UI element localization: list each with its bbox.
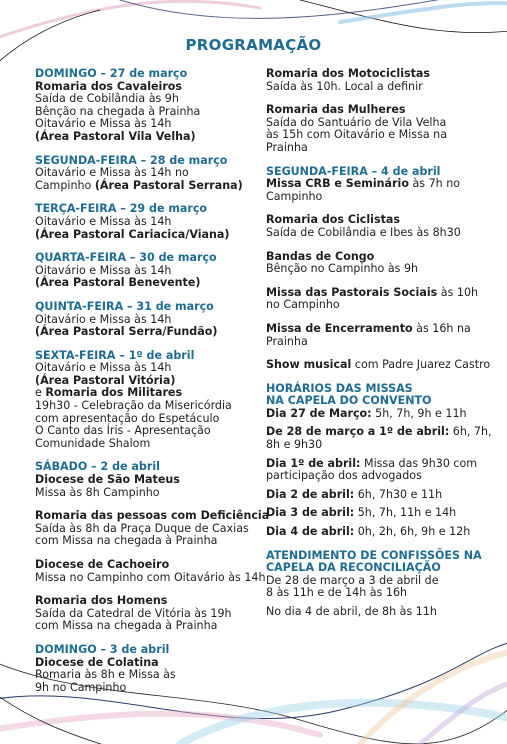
schedule-block xyxy=(266,251,476,276)
schedule-line: Saída às 8h da Praça Duque de Caxias xyxy=(35,521,249,535)
text-run: Missa das 9h30 com xyxy=(360,456,478,470)
schedule-line: Saída de Cobilândia às 9h xyxy=(35,92,179,106)
schedule-line: (Área Pastoral Vila Velha) xyxy=(35,129,196,143)
schedule-line: no Campinho xyxy=(266,298,340,312)
schedule-line: Diocese de Cachoeiro xyxy=(35,558,170,571)
section-heading: NA CAPELA DO CONVENTO xyxy=(266,394,432,408)
schedule-block xyxy=(35,644,257,694)
schedule-line: com apresentação do Espetáculo xyxy=(35,411,220,425)
schedule-block xyxy=(35,155,257,193)
text-run: Missa de Encerramento xyxy=(266,321,413,335)
text-run: 6h, 7h30 e 11h xyxy=(354,487,443,501)
text-run: (Área Pastoral Serrana) xyxy=(94,178,243,192)
schedule-line: Oitavário e Missa às 14h xyxy=(35,263,172,277)
schedule-line: 9h no Campinho xyxy=(35,680,127,694)
schedule-block xyxy=(35,509,270,548)
schedule-line: No dia 4 de abril, de 8h às 11h xyxy=(266,605,437,618)
schedule-line xyxy=(266,507,476,520)
schedule-line xyxy=(266,489,476,502)
text-run: e xyxy=(35,386,46,400)
schedule-line: Romaria dos Ciclistas xyxy=(266,213,400,227)
schedule-line xyxy=(266,526,476,539)
text-run: Show musical xyxy=(266,358,352,372)
schedule-block xyxy=(266,606,476,619)
schedule-right-column xyxy=(266,67,492,630)
text-run: 6h, 7h, xyxy=(449,425,492,439)
schedule-line xyxy=(266,323,476,336)
schedule-line: Bandas de Congo xyxy=(266,249,375,263)
section-heading: SÁBADO – 2 de abril xyxy=(35,460,160,474)
schedule-line: Saída da Catedral de Vitória às 19h xyxy=(35,606,232,620)
schedule-line: às 15h com Oitavário e Missa na xyxy=(266,128,447,142)
text-run: Dia 4 de abril: xyxy=(266,525,355,539)
text-run: 5h, 7h, 11h e 14h xyxy=(354,506,457,520)
text-run: Dia 1º de abril: xyxy=(266,456,361,470)
schedule-block xyxy=(266,214,476,239)
schedule-line: Saída de Cobilândia e Ibes às 8h30 xyxy=(266,225,461,239)
section-heading: TERÇA-FEIRA – 29 de março xyxy=(35,202,208,216)
schedule-line xyxy=(266,358,491,372)
schedule-line: Romaria às 8h e Missa às xyxy=(35,668,176,682)
text-run: De 28 de março a 1º de abril: xyxy=(266,425,450,439)
schedule-block xyxy=(266,526,476,539)
schedule-block xyxy=(266,68,476,93)
schedule-block xyxy=(35,595,257,633)
schedule-line: (Área Pastoral Serra/Fundão) xyxy=(35,325,218,339)
schedule-line: Oitavário e Missa às 14h xyxy=(35,361,172,375)
text-run: Dia 2 de abril: xyxy=(266,487,355,501)
page-title: PROGRAMAÇÃO xyxy=(185,36,322,54)
text-run: às 7h no xyxy=(408,177,461,191)
text-run: Campinho xyxy=(35,178,95,192)
schedule-line: (Área Pastoral Cariacica/Viana) xyxy=(35,227,230,241)
text-run: Romaria dos Militares xyxy=(45,386,183,400)
schedule-block xyxy=(266,285,479,312)
schedule-block xyxy=(266,458,476,483)
schedule-block xyxy=(266,323,476,348)
schedule-line: Diocese de São Mateus xyxy=(35,473,180,487)
section-heading: HORÁRIOS DAS MISSAS xyxy=(266,381,413,395)
schedule-block xyxy=(35,350,257,451)
section-heading: QUARTA-FEIRA – 30 de março xyxy=(35,251,217,265)
schedule-block xyxy=(35,301,257,339)
schedule-line: Saída do Santuário de Vila Velha xyxy=(266,115,447,129)
schedule-line: (Área Pastoral Benevente) xyxy=(35,276,201,290)
schedule-block xyxy=(266,166,476,204)
schedule-line: Romaria dos Homens xyxy=(35,594,168,608)
section-heading: SEGUNDA-FEIRA – 4 de abril xyxy=(266,164,441,178)
schedule-line: Saída às 10h. Local a definir xyxy=(266,79,423,93)
schedule-line: Bênção na chegada à Prainha xyxy=(35,104,201,118)
section-heading: SEXTA-FEIRA – 1º de abril xyxy=(35,348,195,362)
schedule-line xyxy=(266,408,476,421)
text-run: às 10h xyxy=(437,285,479,299)
schedule-line: Prainha xyxy=(266,140,308,154)
schedule-line: Oitavário e Missa às 14h xyxy=(35,312,172,326)
schedule-line: Diocese de Colatina xyxy=(35,655,159,669)
schedule-line: Romaria dos Cavaleiros xyxy=(35,79,183,93)
section-heading: CAPELA DA RECONCILIAÇÃO xyxy=(266,561,441,575)
schedule-line: Romaria dos Motociclistas xyxy=(266,67,431,80)
text-run: Dia 27 de Março: xyxy=(266,406,372,420)
schedule-line: com Missa na chegada à Prainha xyxy=(35,534,218,548)
section-heading: ATENDIMENTO DE CONFISSÕES NA xyxy=(266,548,482,562)
schedule-block xyxy=(266,383,476,421)
schedule-line: 8 às 11h e de 14h às 16h xyxy=(266,586,408,600)
schedule-line: Missa às 8h Campinho xyxy=(35,485,160,499)
schedule-line: com Missa na chegada à Prainha xyxy=(35,619,218,633)
schedule-block xyxy=(35,203,257,241)
schedule-block xyxy=(266,104,476,154)
text-run: Missa das Pastorais Sociais xyxy=(266,285,438,299)
schedule-block xyxy=(35,461,257,499)
schedule-block xyxy=(266,489,476,502)
schedule-block xyxy=(266,358,491,372)
text-run: 5h, 7h, 9h e 11h xyxy=(371,406,467,420)
section-heading: DOMINGO – 3 de abril xyxy=(35,642,170,656)
section-heading: DOMINGO – 27 de março xyxy=(35,67,188,80)
schedule-line: 8h e 9h30 xyxy=(266,438,323,452)
section-heading: QUINTA-FEIRA – 31 de março xyxy=(35,299,214,313)
schedule-line: Comunidade Shalom xyxy=(35,436,151,450)
schedule-line: Oitavário e Missa às 14h xyxy=(35,117,172,131)
schedule-line: Oitavário e Missa às 14h no xyxy=(35,166,189,180)
text-run: às 16h na xyxy=(412,321,471,335)
text-run: com Padre Juarez Castro xyxy=(351,358,491,372)
text-run: Missa CRB e Seminário xyxy=(266,177,409,191)
schedule-line: 19h30 - Celebração da Misericórdia xyxy=(35,399,232,413)
text-run: 0h, 2h, 6h, 9h e 12h xyxy=(354,525,471,539)
text-run: Dia 3 de abril: xyxy=(266,506,355,520)
schedule-line: participação dos advogados xyxy=(266,469,422,483)
schedule-line xyxy=(266,178,476,191)
schedule-line: Romaria das pessoas com Deficiência xyxy=(35,509,270,523)
schedule-line: De 28 de março a 3 de abril de xyxy=(266,573,439,587)
schedule-block xyxy=(35,68,257,144)
schedule-left-column xyxy=(35,67,270,705)
schedule-block xyxy=(266,507,476,520)
schedule-line: Prainha xyxy=(266,334,308,348)
schedule-line xyxy=(35,180,257,193)
section-heading: SEGUNDA-FEIRA – 28 de março xyxy=(35,153,228,167)
schedule-block xyxy=(266,425,492,452)
schedule-block xyxy=(266,548,482,600)
schedule-line: Campinho xyxy=(266,189,323,203)
schedule-block xyxy=(35,558,266,584)
schedule-line: O Canto das Íris - Apresentação xyxy=(35,424,211,438)
schedule-line: Oitavário e Missa às 14h xyxy=(35,214,172,228)
schedule-line: (Área Pastoral Vitória) xyxy=(35,373,176,387)
schedule-block xyxy=(35,252,257,290)
schedule-line: Missa no Campinho com Oitavário às 14h xyxy=(35,570,266,584)
schedule-line: Romaria das Mulheres xyxy=(266,103,406,117)
schedule-line: Bênção no Campinho às 9h xyxy=(266,262,419,276)
